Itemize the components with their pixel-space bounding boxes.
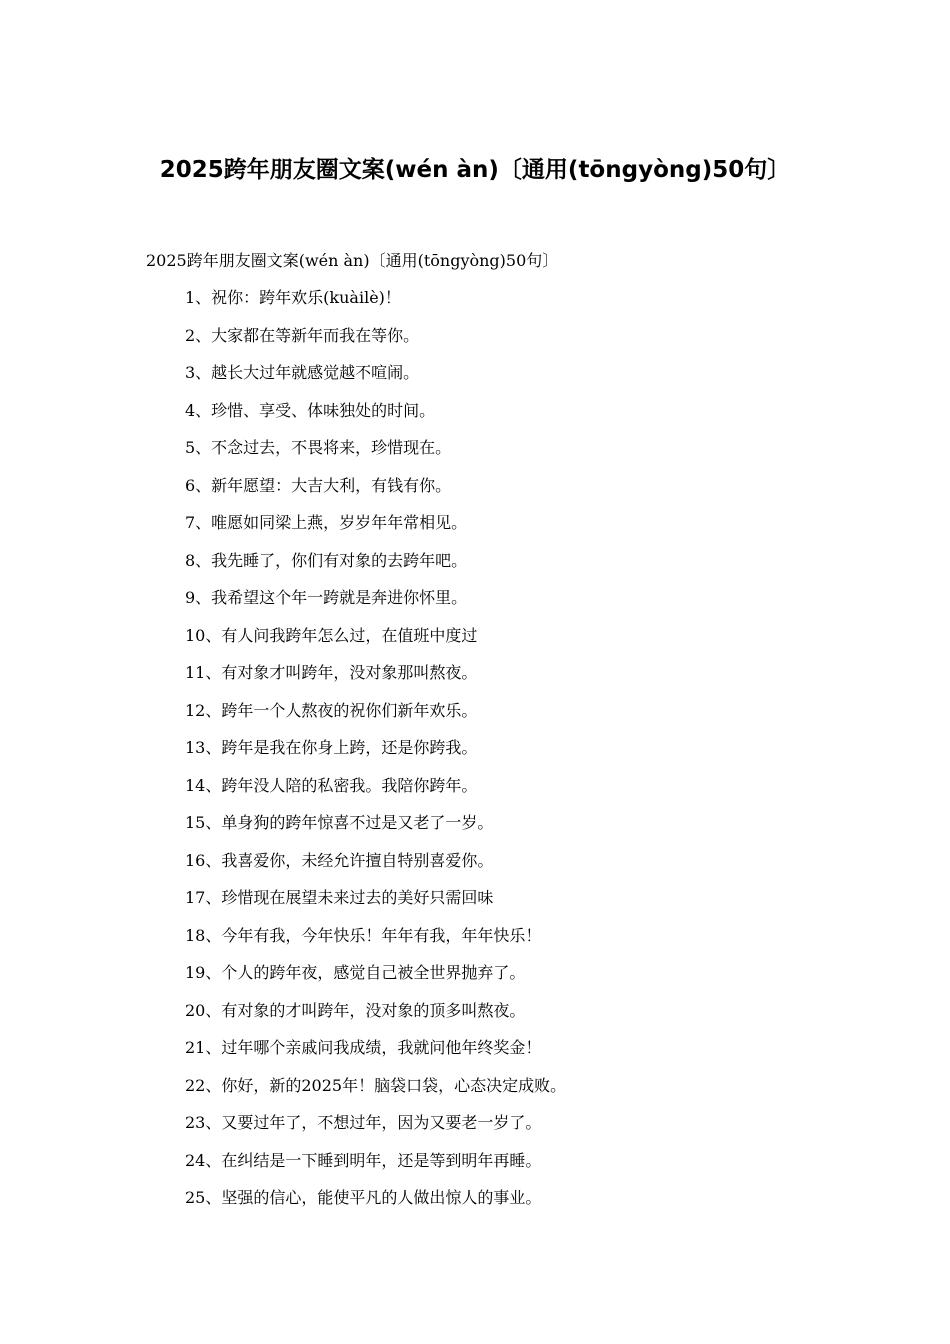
list-item: 3、越长大过年就感觉越不喧闹。 (185, 363, 420, 382)
list-item: 15、单身狗的跨年惊喜不过是又老了一岁。 (185, 813, 494, 832)
list-item: 24、在纠结是一下睡到明年，还是等到明年再睡。 (185, 1150, 542, 1170)
list-item: 8、我先睡了，你们有对象的去跨年吧。 (185, 550, 468, 570)
list-item: 21、过年哪个亲戚问我成绩，我就问他年终奖金！ (185, 1038, 542, 1057)
list-item: 10、有人问我跨年怎么过，在值班中度过 (185, 625, 478, 645)
list-item: 2、大家都在等新年而我在等你。 (185, 325, 420, 345)
list-item: 17、珍惜现在展望未来过去的美好只需回味 (185, 888, 494, 907)
quote-list (185, 286, 566, 1224)
list-item: 11、有对象才叫跨年，没对象那叫熬夜。 (185, 663, 478, 682)
list-item: 4、珍惜、享受、体味独处的时间。 (185, 400, 436, 420)
document-title: 2025跨年朋友圈文案(wén àn)〔通用(tōngyòng)50句〕 (159, 157, 791, 183)
list-item: 13、跨年是我在你身上跨，还是你跨我。 (185, 738, 478, 757)
list-item: 7、唯愿如同梁上燕，岁岁年年常相见。 (185, 513, 468, 532)
list-item: 6、新年愿望：大吉大利，有钱有你。 (185, 475, 452, 495)
list-item: 9、我希望这个年一跨就是奔进你怀里。 (185, 588, 468, 607)
list-item: 23、又要过年了，不想过年，因为又要老一岁了。 (185, 1113, 542, 1132)
list-item: 5、不念过去，不畏将来，珍惜现在。 (185, 438, 452, 457)
list-item: 19、个人的跨年夜，感觉自己被全世界抛弃了。 (185, 963, 526, 982)
list-item: 12、跨年一个人熬夜的祝你们新年欢乐。 (185, 700, 478, 720)
list-item: 18、今年有我，今年快乐！年年有我，年年快乐！ (185, 925, 542, 945)
document-subtitle: 2025跨年朋友圈文案(wén àn)〔通用(tōngyòng)50句〕 (146, 251, 559, 270)
list-item: 1、祝你：跨年欢乐(kuàilè)！ (185, 288, 401, 307)
list-item: 20、有对象的才叫跨年，没对象的顶多叫熬夜。 (185, 1000, 526, 1020)
list-item: 14、跨年没人陪的私密我。我陪你跨年。 (185, 775, 478, 795)
list-item: 22、你好，新的2025年！脑袋口袋，心态决定成败。 (185, 1075, 567, 1095)
list-item: 16、我喜爱你，未经允许擅自特别喜爱你。 (185, 850, 494, 870)
list-item: 25、坚强的信心，能使平凡的人做出惊人的事业。 (185, 1188, 542, 1207)
